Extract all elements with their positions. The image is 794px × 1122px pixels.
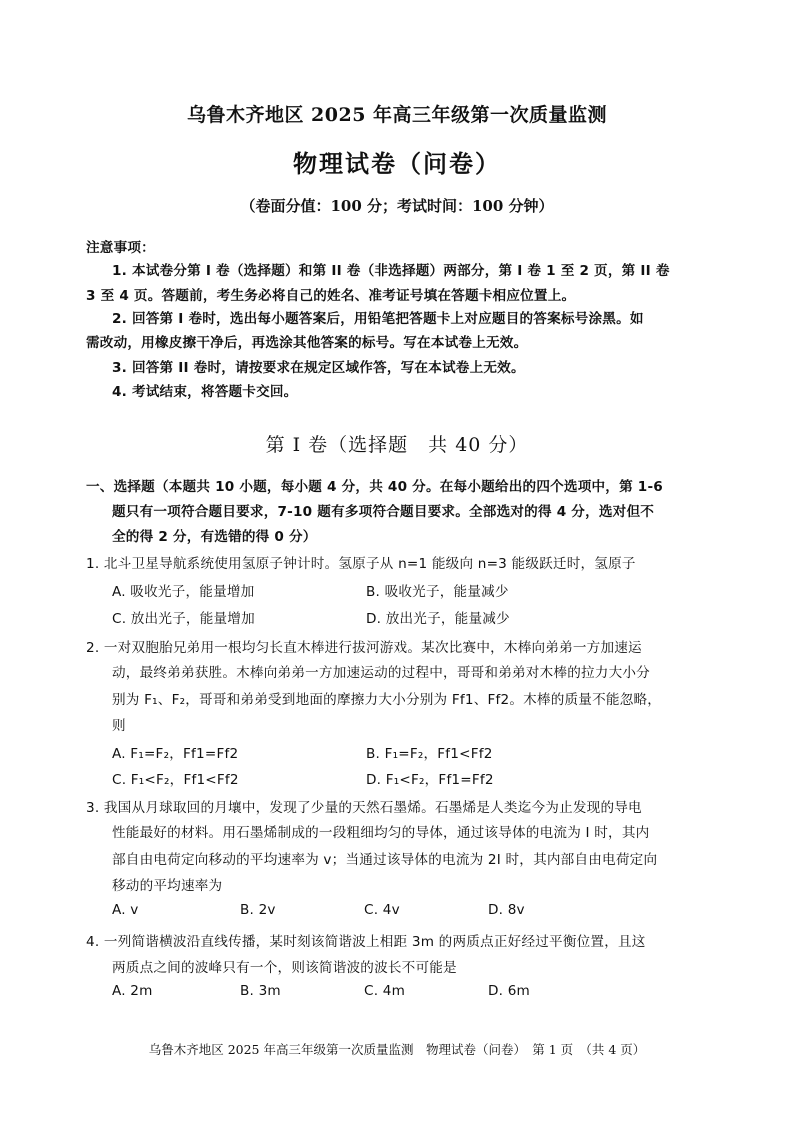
question-4-line: 4. 一列简谐横波沿直线传播，某时刻该简谐波上相距 3m 的两质点正好经过平衡位置，且这: [86, 934, 646, 950]
part-instruction-line: 题只有一项符合题目要求，7-10 题有多项符合题目要求。全部选对的得 4 分，选对但不: [112, 504, 655, 520]
question-2-option-b: B. F₁=F₂，Ff1<Ff2: [366, 746, 493, 762]
question-4-option-c: C. 4m: [364, 983, 406, 999]
part-instruction-line: 全的得 2 分，有选错的得 0 分）: [112, 529, 317, 545]
notice-heading: 注意事项：: [86, 240, 155, 256]
question-4-option-a: A. 2m: [112, 983, 153, 999]
question-2-line: 别为 F₁、F₂，哥哥和弟弟受到地面的摩擦力大小分别为 Ff1、Ff2。木棒的质量不能忽略，: [112, 692, 662, 708]
notice-line: 1. 本试卷分第 I 卷（选择题）和第 II 卷（非选择题）两部分，第 I 卷 1 至 2 页，第 II 卷: [112, 263, 670, 279]
exam-title: 乌鲁木齐地区 2025 年高三年级第一次质量监测: [186, 104, 608, 126]
question-2-option-d: D. F₁<F₂，Ff1=Ff2: [366, 772, 494, 788]
question-3-line: 部自由电荷定向移动的平均速率为 v；当通过该导体的电流为 2I 时，其内部自由电荷定向: [112, 852, 658, 868]
question-1-option-a: A. 吸收光子，能量增加: [112, 584, 255, 600]
question-3-option-d: D. 8v: [488, 902, 525, 918]
subject-title: 物理试卷（问卷）: [293, 149, 501, 178]
section-title: 第 I 卷（选择题 共 40 分）: [265, 434, 529, 456]
question-2-line: 动，最终弟弟获胜。木棒向弟弟一方加速运动的过程中，哥哥和弟弟对木棒的拉力大小分: [112, 665, 650, 681]
question-3-option-c: C. 4v: [364, 902, 400, 918]
question-2-option-c: C. F₁<F₂，Ff1<Ff2: [112, 772, 239, 788]
question-1-stem: 1. 北斗卫星导航系统使用氢原子钟计时。氢原子从 n=1 能级向 n=3 能级跃迁时，氢原子: [86, 556, 636, 572]
question-3-line: 移动的平均速率为: [112, 878, 223, 894]
question-1-option-b: B. 吸收光子，能量减少: [366, 584, 509, 600]
notice-line: 4. 考试结束，将答题卡交回。: [112, 384, 298, 400]
question-3-option-a: A. v: [112, 902, 139, 918]
question-2-option-a: A. F₁=F₂，Ff1=Ff2: [112, 746, 239, 762]
question-3-option-b: B. 2v: [240, 902, 276, 918]
notice-line: 2. 回答第 I 卷时，选出每小题答案后，用铅笔把答题卡上对应题目的答案标号涂黑。如: [112, 311, 644, 327]
notice-line: 需改动，用橡皮擦干净后，再选涂其他答案的标号。写在本试卷上无效。: [86, 335, 528, 351]
part-instruction-line: 一、选择题（本题共 10 小题，每小题 4 分，共 40 分。在每小题给出的四个选项中，第 1-6: [86, 479, 663, 495]
question-2-line: 2. 一对双胞胎兄弟用一根均匀长直木棒进行拔河游戏。某次比赛中，木棒向弟弟一方加速运: [86, 640, 642, 656]
page-footer: 乌鲁木齐地区 2025 年高三年级第一次质量监测 物理试卷（问卷） 第 1 页 （共 4 页）: [148, 1042, 646, 1057]
question-4-option-b: B. 3m: [240, 983, 281, 999]
question-1-option-c: C. 放出光子，能量增加: [112, 611, 255, 627]
notice-line: 3. 回答第 II 卷时，请按要求在规定区域作答，写在本试卷上无效。: [112, 360, 525, 376]
notice-line: 3 至 4 页。答题前，考生务必将自己的姓名、准考证号填在答题卡相应位置上。: [86, 288, 576, 304]
score-time-info: （卷面分值：100 分；考试时间：100 分钟）: [240, 197, 554, 215]
question-3-line: 3. 我国从月球取回的月壤中，发现了少量的天然石墨烯。石墨烯是人类迄今为止发现的导电: [86, 800, 642, 816]
question-1-option-d: D. 放出光子，能量减少: [366, 611, 510, 627]
question-4-line: 两质点之间的波峰只有一个，则该简谐波的波长不可能是: [112, 960, 457, 976]
question-3-line: 性能最好的材料。用石墨烯制成的一段粗细均匀的导体，通过该导体的电流为 I 时，其内: [112, 825, 650, 841]
question-4-option-d: D. 6m: [488, 983, 531, 999]
question-2-line: 则: [112, 718, 126, 734]
